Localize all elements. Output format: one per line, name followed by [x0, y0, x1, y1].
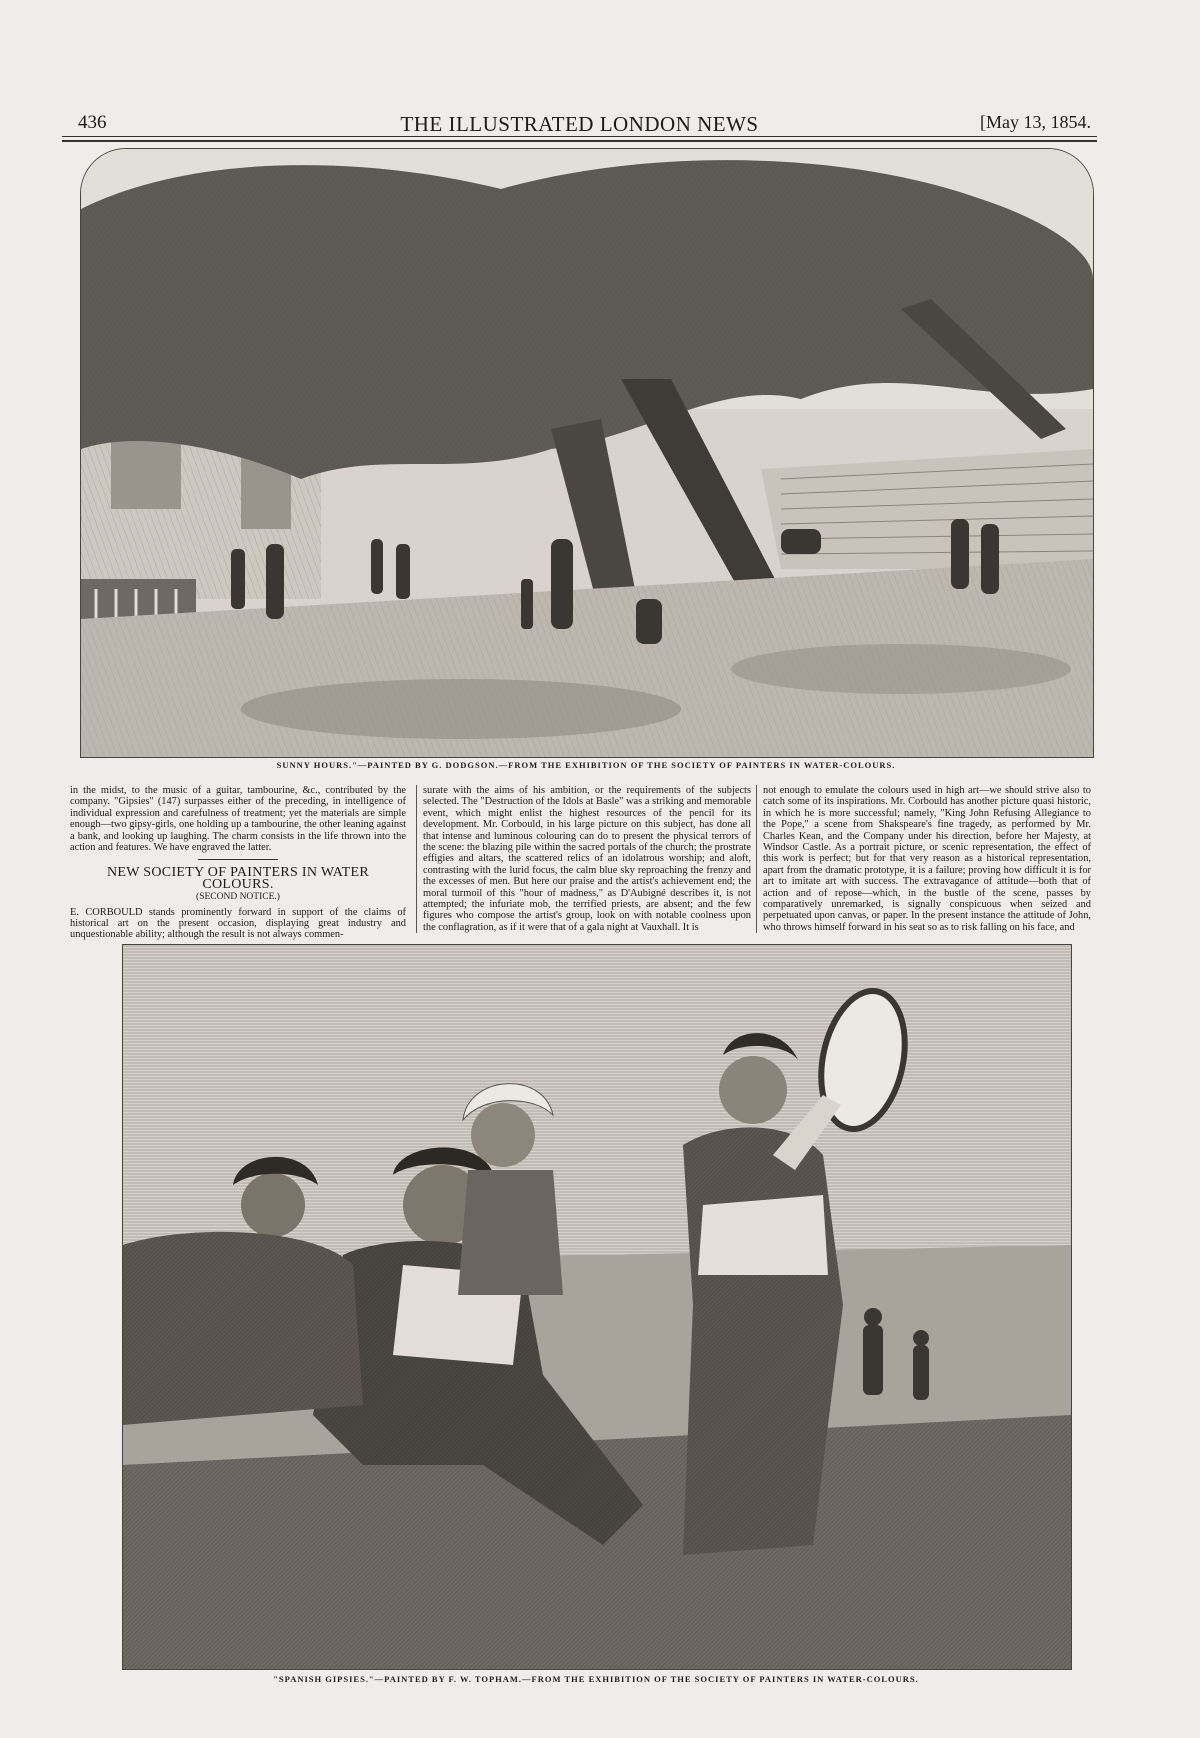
masthead	[62, 104, 1097, 134]
engraving-garden-terrace	[81, 149, 1093, 757]
column-3-body: not enough to emulate the colours used in high art—we should strive also to catch some of its inspirations. Mr. Corbould has another picture quasi historic, in which he is more successful; namely, "King John Refusing Allegiance to the Pope," a scene from Shakspeare's fine tragedy, as performed by Mr. Charles Kean, and the Company under his direction, before her Majesty, at Windsor Castle. As a portrait picture, or scenic representation, the effect of this work is perfect; but for that very reason as a historical representation, apart from the dramatic prototype, it is a failure; proving how difficult it is for art to imitate art with success. The extravagance of attitude—both that of action and of repose—which, in the bustle of the scene, passes by comparatively unremarked, is signally conspicuous when seized and perpetuated upon canvas, or paper. In the present instance the attitude of John, who throws himself forward in his seat so as to risk falling on his face, and	[763, 785, 1091, 933]
column-1-intro: in the midst, to the music of a guitar, tambourine, &c., contributed by the company. "Gipsies" (147) surpasses either of the preceding, in intelligence of individual expression and carefulness of treatment; yet the materials are simple enough—two gipsy-girls, one holding up a tambourine, the other leaning against a bank, and looking up laughing. The charm consists in the life thrown into the action and features. We have engraved the latter.	[70, 785, 406, 854]
masthead-rule	[62, 136, 1097, 137]
issue-date: [May 13, 1854.	[980, 112, 1091, 132]
article-column-2	[416, 785, 751, 933]
newspaper-title: THE ILLUSTRATED LONDON NEWS	[400, 112, 759, 136]
section-heading: NEW SOCIETY OF PAINTERS IN WATER COLOURS.	[106, 865, 369, 892]
article-columns	[70, 785, 1100, 941]
article-column-1	[70, 785, 406, 941]
page-number: 436	[78, 112, 107, 133]
column-2-body: surate with the aims of his ambition, or the requirements of the subjects selected. The "Destruction of the Idols at Basle" was a striking and memorable event, which might enlist the highest resources of the pencil for its development. Mr. Corbould, in his large picture on this subject, has done all that intense and luminous colouring can do to present the physical terrors of the scene: the blazing pile within the sacred portals of the church; the prostrate effigies and altars, the scattered relics of an idolatrous worship; and aloft, contrasting with the lurid focus, the calm blue sky reproaching the frenzy and the excesses of men. But here our praise and the artist's achievement end; the moral turmoil of this "hour of madness," as D'Aubigné describes it, is not attempted; the infuriate mob, the terrified priests, are absent; and the few figures who compose the artist's group, look on with notable coolness upon the conflagration, as if it were that of a gala night at Vauxhall. It is	[423, 785, 751, 933]
caption-sunny-hours: SUNNY HOURS."—PAINTED BY G. DODGSON.—FROM THE EXHIBITION OF THE SOCIETY OF PAINTERS IN WATER-COLOURS.	[276, 760, 896, 770]
illustration-spanish-gipsies	[122, 944, 1072, 1670]
engraving-gipsy-group	[123, 945, 1071, 1669]
caption-spanish-gipsies: "SPANISH GIPSIES."—PAINTED BY F. W. TOPHAM.—FROM THE EXHIBITION OF THE SOCIETY OF PAINTERS IN WATER-COLOURS.	[273, 1674, 919, 1684]
section-divider	[198, 859, 278, 860]
section-subheading: (SECOND NOTICE.)	[196, 892, 280, 903]
masthead-rule-heavy	[62, 140, 1097, 142]
article-column-3	[756, 785, 1091, 933]
column-1-body: E. CORBOULD stands prominently forward in support of the claims of historical art on the present occasion, displaying great industry and unquestionable ability; although the result is not always commen-	[70, 906, 406, 941]
illustration-sunny-hours	[80, 148, 1094, 758]
